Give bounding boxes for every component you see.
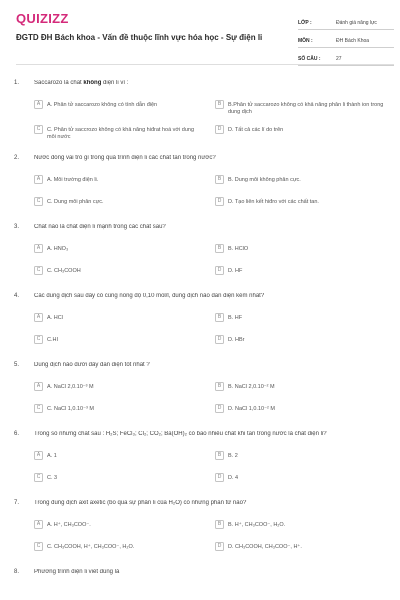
option-text: A. Môi trường điện li. bbox=[47, 176, 99, 183]
option-a[interactable] bbox=[34, 175, 204, 184]
option-text: C. Phân tử saccrozo không có khả năng hiđrat hoá với dung môi nước bbox=[47, 126, 195, 140]
page-header bbox=[0, 0, 400, 72]
option-key: B bbox=[215, 520, 224, 529]
option-text: A. 1 bbox=[47, 452, 57, 459]
option-key: C bbox=[34, 404, 43, 413]
option-c[interactable] bbox=[34, 266, 204, 275]
option-d[interactable] bbox=[215, 266, 385, 275]
option-key: C bbox=[34, 197, 43, 206]
document-title: ĐGTD ĐH Bách khoa - Vấn đề thuộc lĩnh vực hóa học - Sự điện li bbox=[16, 33, 263, 42]
question-text: Trong dung dịch axit axetic (bỏ qua sự phân li của H₂O) có những phần tử nào? bbox=[34, 500, 247, 506]
option-a[interactable] bbox=[34, 244, 204, 253]
option-c[interactable] bbox=[34, 473, 204, 482]
meta-row-subject bbox=[298, 32, 394, 48]
question-number: 1. bbox=[14, 80, 20, 86]
question-text-part: Saccarozo là chất bbox=[34, 80, 84, 86]
option-text: C. 3 bbox=[47, 474, 58, 481]
question-number: 7. bbox=[14, 500, 20, 506]
option-key: B bbox=[215, 313, 224, 322]
option-text: C. Dung môi phân cực. bbox=[47, 198, 104, 205]
option-key: B bbox=[215, 382, 224, 391]
option-key: D bbox=[215, 404, 224, 413]
option-text: B. 2 bbox=[228, 452, 238, 459]
option-text: B. HF bbox=[228, 314, 243, 321]
option-key: A bbox=[34, 382, 43, 391]
question-list bbox=[0, 74, 400, 600]
quizizz-logo: QUIZIZZ bbox=[16, 11, 69, 26]
option-b[interactable] bbox=[215, 313, 385, 322]
question-text: Chất nào là chất điện li mạnh trong các chất sau? bbox=[34, 224, 166, 230]
option-text: A. Phân tử saccarozo không có tính dẫn điện bbox=[47, 101, 158, 108]
option-text: A. HNO₃ bbox=[47, 245, 69, 252]
option-key: B bbox=[215, 451, 224, 460]
question-text: Các dung dịch sau đây có cùng nồng độ 0,10 mol/l, dung dịch nào dẫn điện kém nhất? bbox=[34, 293, 265, 299]
question-number: 2. bbox=[14, 155, 20, 161]
option-text: D. Tất cả các lí do trên bbox=[228, 126, 284, 133]
option-text: D. HBr bbox=[228, 336, 245, 343]
meta-value: ĐH Bách Khoa bbox=[336, 38, 370, 44]
option-text: B. NaCl 2,0.10⁻² M bbox=[228, 383, 275, 390]
option-text: C.HI bbox=[47, 336, 58, 343]
option-b[interactable] bbox=[215, 451, 385, 460]
option-text: A. H⁺, CH₃COO⁻. bbox=[47, 521, 91, 528]
option-key: D bbox=[215, 335, 224, 344]
option-c[interactable] bbox=[34, 197, 204, 206]
option-text: B. HClO bbox=[228, 245, 249, 252]
option-text: D. NaCl 1,0.10⁻² M bbox=[228, 405, 275, 412]
question-number: 5. bbox=[14, 362, 20, 368]
option-key: A bbox=[34, 175, 43, 184]
option-key: D bbox=[215, 473, 224, 482]
option-text: C. NaCl 1,0.10⁻³ M bbox=[47, 405, 94, 412]
option-d[interactable] bbox=[215, 197, 385, 206]
option-text: B. H⁺, CH₃COO⁻, H₂O. bbox=[228, 521, 286, 528]
meta-row-class bbox=[298, 14, 394, 30]
option-key: C bbox=[34, 335, 43, 344]
question-6 bbox=[0, 425, 400, 494]
question-text: Dung dịch nào dưới đây dẫn điện tốt nhất ? bbox=[34, 362, 150, 368]
option-text: D. 4 bbox=[228, 474, 239, 481]
option-key: D bbox=[215, 266, 224, 275]
option-a[interactable] bbox=[34, 382, 204, 391]
option-d[interactable] bbox=[215, 404, 385, 413]
option-text: A. HCl bbox=[47, 314, 63, 321]
question-7 bbox=[0, 494, 400, 563]
option-text: B. Dung môi không phân cực. bbox=[228, 176, 301, 183]
meta-key: LỚP : bbox=[298, 20, 312, 26]
option-key: A bbox=[34, 313, 43, 322]
question-8 bbox=[0, 563, 400, 600]
option-d[interactable] bbox=[215, 335, 385, 344]
meta-value: 27 bbox=[336, 56, 342, 62]
question-text: Phương trình điện li viết đúng là bbox=[34, 569, 120, 575]
meta-value: Đánh giá năng lực bbox=[336, 20, 377, 26]
question-text-part: điện li vì : bbox=[101, 80, 129, 86]
question-number: 4. bbox=[14, 293, 20, 299]
option-key: D bbox=[215, 125, 224, 134]
option-key: B bbox=[215, 244, 224, 253]
option-text: C. CH₃COOH bbox=[47, 267, 81, 274]
option-key: A bbox=[34, 244, 43, 253]
option-key: C bbox=[34, 542, 43, 551]
meta-info bbox=[298, 14, 394, 66]
option-b[interactable] bbox=[215, 100, 385, 116]
option-key: D bbox=[215, 197, 224, 206]
option-text: C. CH₃COOH, H⁺, CH₃COO⁻, H₂O. bbox=[47, 543, 135, 550]
option-key: D bbox=[215, 542, 224, 551]
option-key: C bbox=[34, 473, 43, 482]
option-text: D. HF bbox=[228, 267, 243, 274]
option-d[interactable] bbox=[215, 125, 385, 134]
option-d[interactable] bbox=[215, 473, 385, 482]
option-d[interactable] bbox=[215, 542, 385, 551]
option-text: D. CH₃COOH, CH₃COO⁻, H⁺. bbox=[228, 543, 302, 550]
question-text bbox=[34, 80, 390, 86]
option-a[interactable] bbox=[34, 451, 204, 460]
option-a[interactable] bbox=[34, 520, 204, 529]
question-2 bbox=[0, 149, 400, 218]
question-5 bbox=[0, 356, 400, 425]
question-text: Trong số những chất sau : H₂S; FeCl₃; Cl₂; CO₂; Ba(OH)₂ có bao nhiêu chất khi tan trong nước là chất điện li? bbox=[34, 431, 327, 437]
option-key: A bbox=[34, 100, 43, 109]
option-text: A. NaCl 2,0.10⁻³ M bbox=[47, 383, 94, 390]
option-b[interactable] bbox=[215, 175, 385, 184]
question-number: 6. bbox=[14, 431, 20, 437]
option-b[interactable] bbox=[215, 382, 385, 391]
question-number: 8. bbox=[14, 569, 20, 575]
option-key: B bbox=[215, 100, 224, 109]
option-key: A bbox=[34, 520, 43, 529]
option-b[interactable] bbox=[215, 244, 385, 253]
question-3 bbox=[0, 218, 400, 287]
header-divider bbox=[16, 64, 394, 65]
option-key: C bbox=[34, 266, 43, 275]
option-c[interactable] bbox=[34, 335, 204, 344]
option-key: C bbox=[34, 125, 43, 134]
option-b[interactable] bbox=[215, 520, 385, 529]
option-c[interactable] bbox=[34, 125, 204, 141]
option-c[interactable] bbox=[34, 404, 204, 413]
option-key: A bbox=[34, 451, 43, 460]
meta-key: MÔN : bbox=[298, 38, 313, 44]
option-a[interactable] bbox=[34, 313, 204, 322]
question-text: Nước đóng vai trò gì trong quá trình điện li các chất tan trong nước? bbox=[34, 155, 216, 161]
question-1 bbox=[0, 74, 400, 149]
option-text: D. Tạo liên kết hiđro với các chất tan. bbox=[228, 198, 319, 205]
question-number: 3. bbox=[14, 224, 20, 230]
meta-key: SỐ CÂU : bbox=[298, 56, 321, 62]
question-4 bbox=[0, 287, 400, 356]
option-a[interactable] bbox=[34, 100, 204, 109]
question-text-emphasis: không bbox=[83, 80, 102, 86]
option-c[interactable] bbox=[34, 542, 204, 551]
option-text: B.Phân tử saccarozo không có khả năng phân li thành ion trong dung dịch bbox=[228, 101, 384, 115]
option-key: B bbox=[215, 175, 224, 184]
